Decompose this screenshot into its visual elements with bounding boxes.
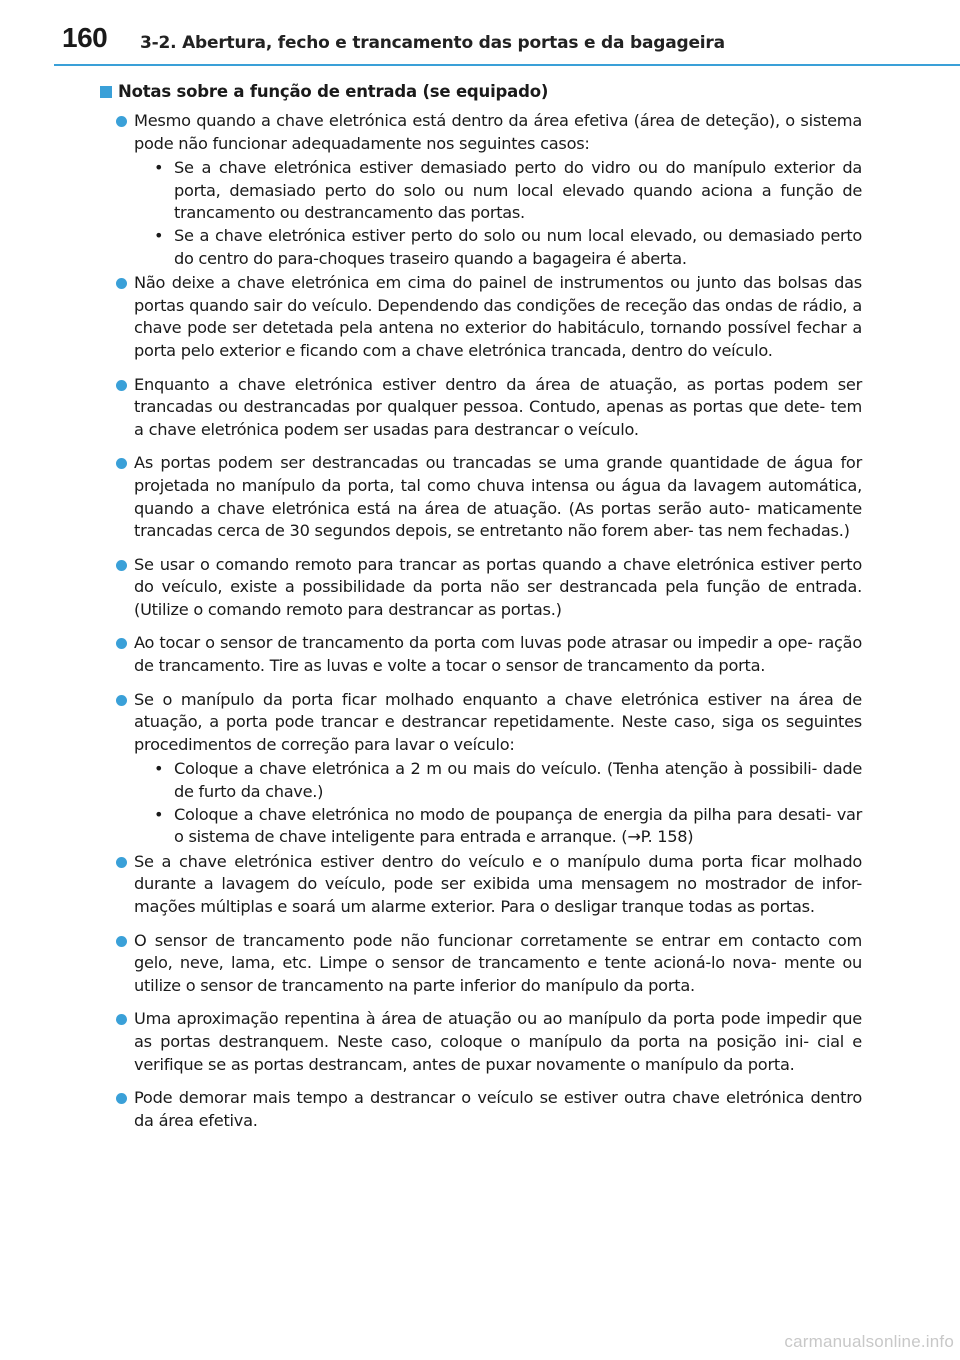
circle-bullet-icon bbox=[116, 638, 127, 649]
sub-item bbox=[154, 157, 862, 225]
dot-bullet-icon: • bbox=[154, 225, 164, 245]
sub-list bbox=[100, 758, 862, 848]
note-text: As portas podem ser destrancadas ou trancadas se uma grande quantidade de água for projetada no manípulo da porta, tal como chuva intensa ou água da lavagem automática, quando a chave eletrónica está na área de atuação. (As portas serão auto- maticamente trancadas cerca de 30 segundos depois, se entretanto não forem aber- tas nem fechadas.) bbox=[134, 453, 862, 541]
note-item bbox=[100, 554, 862, 622]
circle-bullet-icon bbox=[116, 1093, 127, 1104]
circle-bullet-icon bbox=[116, 936, 127, 947]
note-item bbox=[100, 632, 862, 677]
sub-item-text: Se a chave eletrónica estiver demasiado perto do vidro ou do manípulo exterior da porta, demasiado perto do solo ou num local elevado quando aciona a função de trancamento ou destrancamento das portas. bbox=[174, 158, 862, 223]
sub-item-text: Se a chave eletrónica estiver perto do solo ou num local elevado, ou demasiado perto do centro do para-choques traseiro quando a bagageira é aberta. bbox=[174, 225, 862, 268]
section-title: 3-2. Abertura, fecho e trancamento das portas e da bagageira bbox=[140, 33, 725, 53]
subheading-text: Notas sobre a função de entrada (se equipado) bbox=[118, 82, 549, 101]
dot-bullet-icon: • bbox=[154, 804, 164, 824]
page-number: 160 bbox=[62, 22, 108, 53]
circle-bullet-icon bbox=[116, 458, 127, 469]
note-text: Uma aproximação repentina à área de atuação ou ao manípulo da porta pode impedir que as portas destranquem. Neste caso, coloque o manípulo da porta na posição ini- cial e verifique se as portas destrancam, antes de puxar novamente o manípulo da porta. bbox=[134, 1009, 862, 1074]
watermark: carmanualsonline.info bbox=[784, 1332, 954, 1351]
circle-bullet-icon bbox=[116, 278, 127, 289]
note-text: O sensor de trancamento pode não funcionar corretamente se entrar em contacto com gelo, neve, lama, etc. Limpe o sensor de trancamento e tente acioná-lo nova- mente ou utilize o sensor de trancamento na parte inferior do manípulo da porta. bbox=[134, 930, 862, 995]
note-item bbox=[100, 930, 862, 998]
sub-list bbox=[100, 157, 862, 270]
note-item bbox=[100, 689, 862, 757]
note-text: Não deixe a chave eletrónica em cima do painel de instrumentos ou junto das bolsas das portas quando sair do veículo. Dependendo das condições de receção das ondas de rádio, a chave pode ser detetada pela antena no exterior do habitáculo, tornando possível fechar a porta pelo exterior e ficando com a chave eletrónica trancada, dentro do veículo. bbox=[134, 273, 862, 360]
note-text: Se usar o comando remoto para trancar as portas quando a chave eletrónica estiver perto do veículo, existe a possibilidade da porta não ser destrancada pela função de entrada. (Utilize o comando remoto para destrancar as portas.) bbox=[134, 554, 862, 619]
page-header bbox=[0, 0, 960, 64]
note-item bbox=[100, 1087, 862, 1132]
dot-bullet-icon: • bbox=[154, 759, 164, 779]
note-item bbox=[100, 1008, 862, 1076]
circle-bullet-icon bbox=[116, 116, 127, 127]
note-item bbox=[100, 110, 862, 155]
sub-item-text: Coloque a chave eletrónica no modo de poupança de energia da pilha para desati- var o sistema de chave inteligente para entrada e arranque. (→P. 158) bbox=[174, 804, 862, 847]
sub-item bbox=[154, 804, 862, 849]
circle-bullet-icon bbox=[116, 1014, 127, 1025]
dot-bullet-icon: • bbox=[154, 158, 164, 178]
square-bullet-icon bbox=[100, 86, 112, 98]
note-item bbox=[100, 272, 862, 362]
circle-bullet-icon bbox=[116, 857, 127, 868]
note-text: Enquanto a chave eletrónica estiver dentro da área de atuação, as portas podem ser trancadas ou destrancadas por qualquer pessoa. Contudo, apenas as portas que dete- tem a chave eletrónica podem ser usadas para destrancar o veículo. bbox=[134, 374, 862, 439]
circle-bullet-icon bbox=[116, 380, 127, 391]
note-text: Pode demorar mais tempo a destrancar o veículo se estiver outra chave eletrónica dentro da área efetiva. bbox=[134, 1088, 862, 1130]
header-rule bbox=[54, 64, 960, 66]
note-text: Ao tocar o sensor de trancamento da porta com luvas pode atrasar ou impedir a ope- ração de trancamento. Tire as luvas e volte a tocar o sensor de trancamento da porta. bbox=[134, 633, 862, 676]
circle-bullet-icon bbox=[116, 695, 127, 706]
subheading bbox=[100, 82, 862, 101]
sub-item bbox=[154, 225, 862, 270]
note-text: Se a chave eletrónica estiver dentro do veículo e o manípulo duma porta ficar molhado durante a lavagem do veículo, pode ser exibida uma mensagem no mostrador de infor- mações múltiplas e soará um alarme exterior. Para o desligar tranque todas as portas. bbox=[134, 851, 862, 916]
note-text: Mesmo quando a chave eletrónica está dentro da área efetiva (área de deteção), o sistema pode não funcionar adequadamente nos seguintes casos: bbox=[134, 111, 862, 153]
note-item bbox=[100, 452, 862, 542]
note-text: Se o manípulo da porta ficar molhado enquanto a chave eletrónica estiver na área de atuação, a porta pode trancar e destrancar repetidamente. Neste caso, siga os seguintes procedimentos de correção para lavar o veículo: bbox=[134, 689, 862, 754]
circle-bullet-icon bbox=[116, 560, 127, 571]
note-item bbox=[100, 374, 862, 442]
sub-item-text: Coloque a chave eletrónica a 2 m ou mais do veículo. (Tenha atenção à possibili- dade de furto da chave.) bbox=[174, 759, 862, 802]
note-item bbox=[100, 851, 862, 919]
sub-item bbox=[154, 758, 862, 803]
page-content bbox=[100, 82, 862, 1143]
